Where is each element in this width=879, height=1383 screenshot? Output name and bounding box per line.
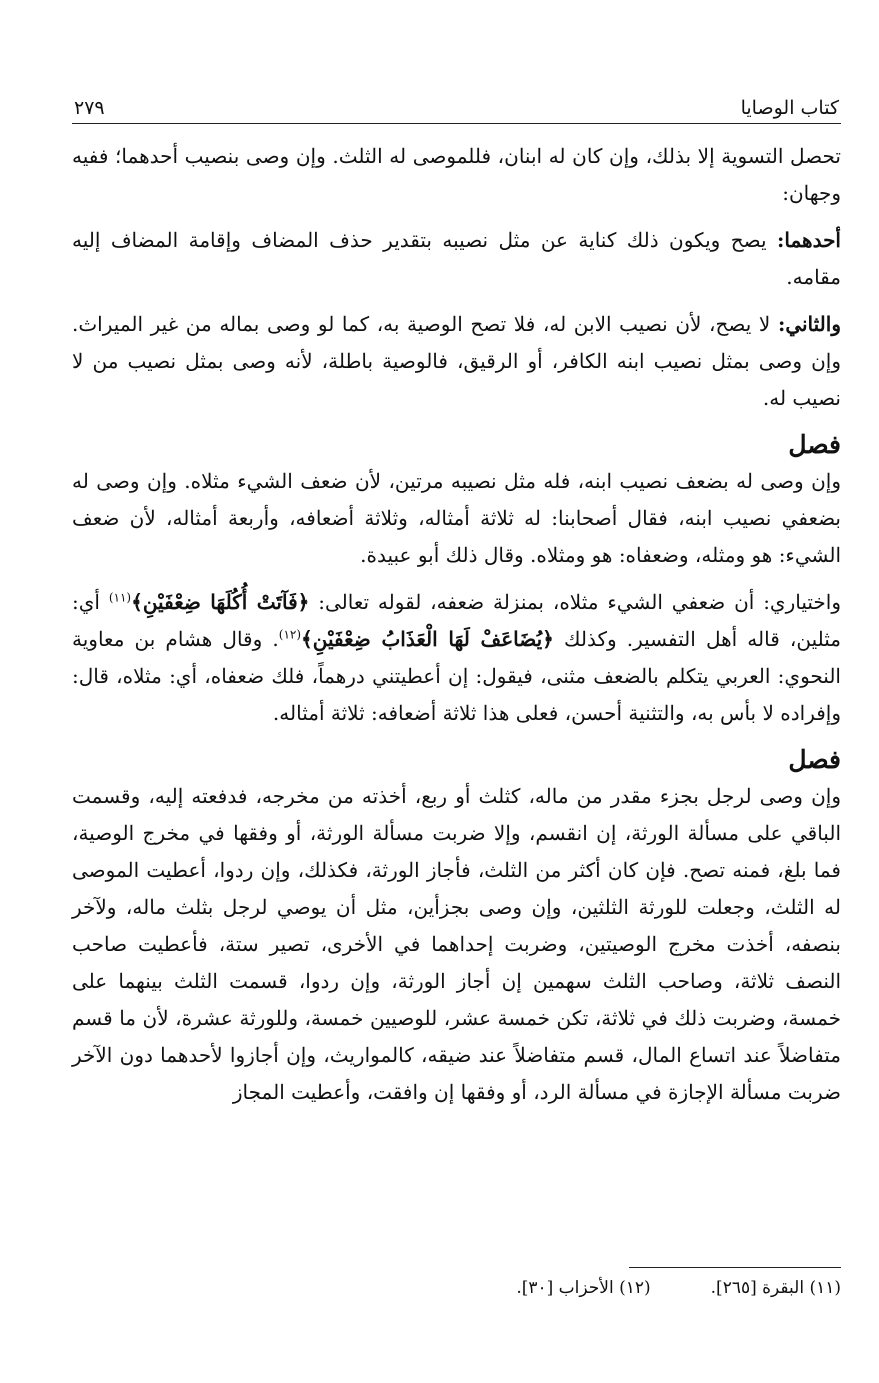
section-heading: فصل <box>788 430 841 459</box>
paragraph-text: وإن وصى لرجل بجزء مقدر من ماله، كثلث أو ربع، أخذته من مخرجه، فدفعته إليه، وقسمت الباقي على مسألة الورثة، إن انقسم، وإلا ضربت مسألة الورثة، أو وفقها في مخرج الوصية، فما بلغ، فمنه تصح. فإن كان أكثر من الثلث، فأجاز الورثة، فكذلك، وإن ردوا، أعطيت الموصى له الثلث، وجعلت للورثة الثلثين، وإن وصى بجزأين، مثل أن يوصي لرجل بثلث ماله، ولآخر بنصفه، أخذت مخرج الوصيتين، وضربت إحداهما في الأخرى، تصير ستة، فأعطيت صاحب النصف ثلاثة، وصاحب الثلث سهمين إن أجاز الورثة، وإن ردوا، قسمت الثلث بينهما على خمسة، وضربت ذلك في ثلاثة، تكن خمسة عشر، للوصيين خمسة، وللورثة عشرة، لأن ما قسم متفاضلاً عند اتساع المال، قسم متفاضلاً عند ضيقه، كالمواريث، وإن أجازوا لأحدهما دون الآخر ضربت مسألة الإجازة في مسألة الرد، أو وفقها إن وافقت، وأعطيت المجاز <box>72 784 841 1104</box>
paragraph-text: تحصل التسوية إلا بذلك، وإن كان له ابنان، فللموصى له الثلث. وإن وصى بنصيب أحدهما؛ ففيه وجهان: <box>72 144 841 205</box>
section-heading: فصل <box>788 745 841 774</box>
footnotes <box>72 1278 841 1298</box>
paragraph-text: أي: مثلين، قاله أهل التفسير. وكذلك <box>72 590 841 651</box>
quran-verse: ﴿يُضَاعَفْ لَهَا الْعَذَابُ ضِعْفَيْنِ﴾ <box>301 627 554 651</box>
footnote-ref: (١٢) <box>278 627 302 642</box>
paragraph-lead: أحدهما: <box>776 228 841 252</box>
paragraph-text: وإن وصى له بضعف نصيب ابنه، فله مثل نصيبه مرتين، لأن ضعف الشيء مثلاه. وإن وصى له بضعفي نصيب ابنه، فقال أصحابنا: له ثلاثة أمثاله، وثلاثة أضعافه، وأربعة أمثاله، لأن ضعف الشيء: هو ومثله، وضعفاه: هو ومثلاه. وقال ذلك أبو عبيدة. <box>72 469 841 567</box>
paragraph <box>72 463 841 574</box>
paragraph <box>72 222 841 296</box>
page-header <box>72 85 841 124</box>
paragraph <box>72 306 841 417</box>
footnote-ref: (١١) <box>108 590 132 605</box>
paragraph <box>72 584 841 732</box>
book-page <box>72 85 841 1343</box>
paragraph <box>72 138 841 212</box>
page-number: ٢٧٩ <box>74 97 105 119</box>
quran-verse: ﴿فَآتَتْ أُكُلَهَا ضِعْفَيْنِ﴾ <box>131 590 310 614</box>
paragraph <box>72 778 841 1111</box>
page-body <box>72 138 841 1111</box>
paragraph-text: . وقال هشام بن معاوية النحوي: العربي يتكلم بالضعف مثنى، فيقول: إن أعطيتني درهماً، فلك ضعفاه، أي: مثلاه، قال: وإفراده لا بأس به، والتثنية أحسن، فعلى هذا ثلاثة أضعافه: ثلاثة أمثاله. <box>72 627 841 725</box>
footnote: (١٢) الأحزاب [٣٠]. <box>516 1278 651 1298</box>
paragraph-text: يصح ويكون ذلك كناية عن مثل نصيبه بتقدير حذف المضاف وإقامة المضاف إليه مقامه. <box>72 228 841 289</box>
paragraph-text: لا يصح، لأن نصيب الابن له، فلا تصح الوصية به، كما لو وصى بماله من غير الميراث. وإن وصى بمثل نصيب ابنه الكافر، أو الرقيق، فالوصية باطلة، لأنه وصى بمثل نصيب من لا نصيب له. <box>72 312 841 410</box>
paragraph-lead: والثاني: <box>777 312 841 336</box>
book-title: كتاب الوصايا <box>740 97 839 119</box>
footnote: (١١) البقرة [٢٦٥]. <box>710 1278 841 1298</box>
footnote-divider <box>629 1267 841 1268</box>
paragraph-text: واختياري: أن ضعفي الشيء مثلاه، بمنزلة ضعفه، لقوله تعالى: <box>309 590 841 614</box>
